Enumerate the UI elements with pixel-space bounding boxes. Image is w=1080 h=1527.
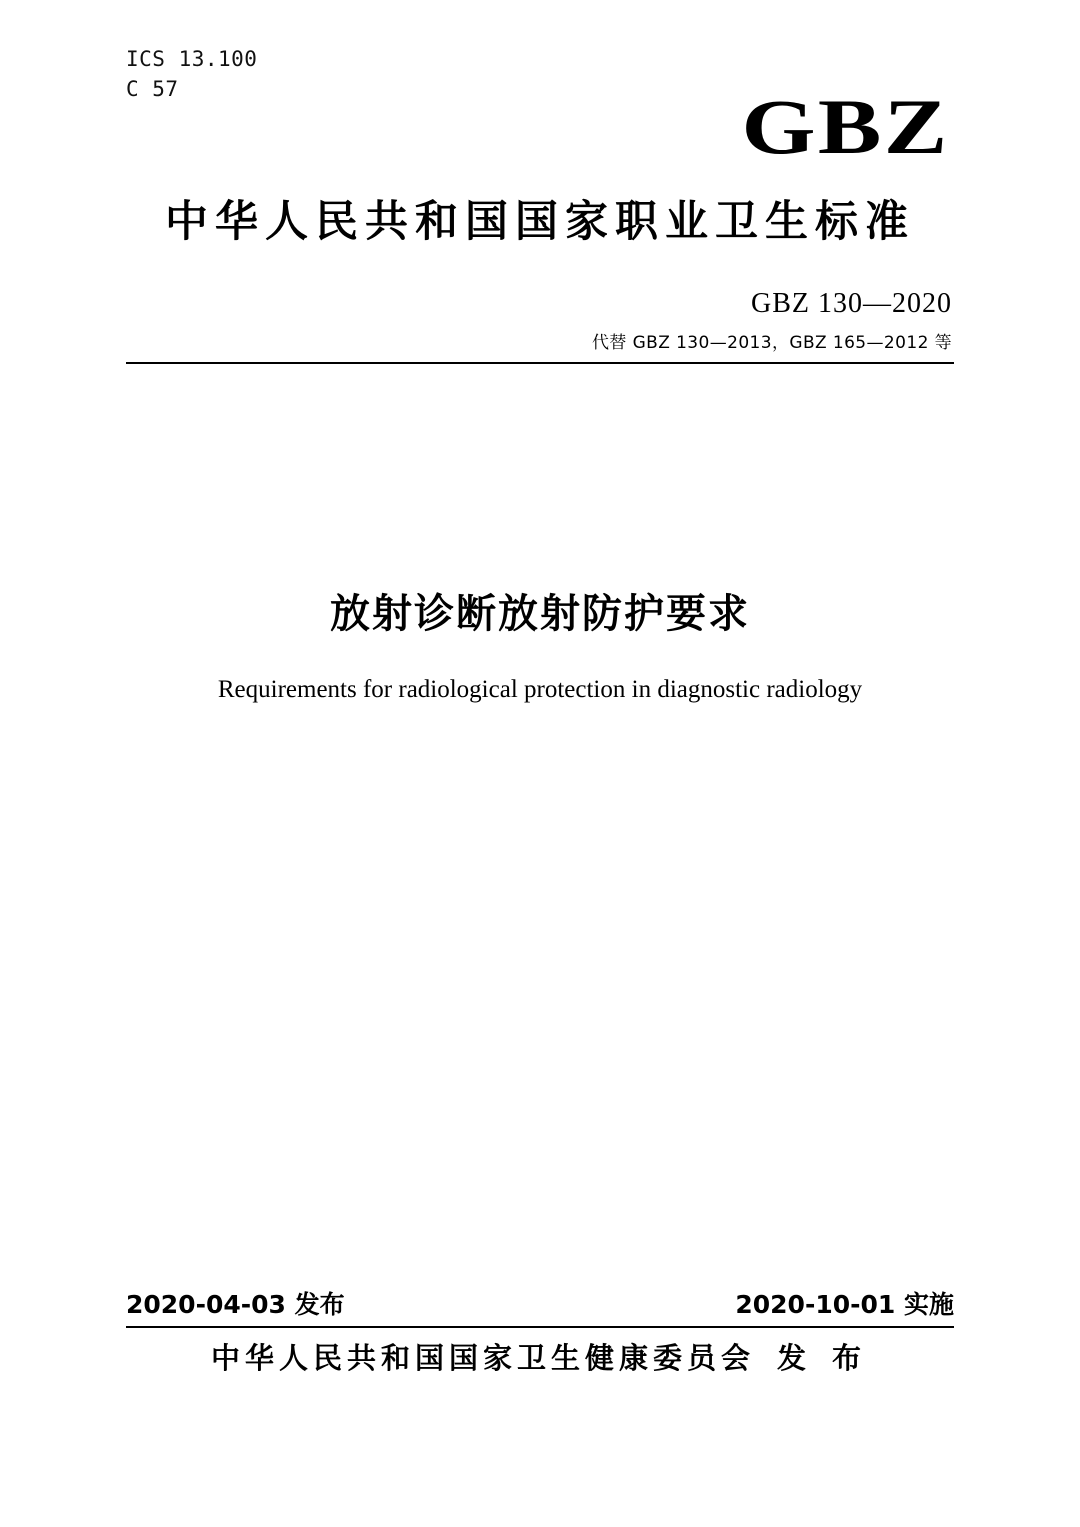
national-standard-title: 中华人民共和国国家职业卫生标准 xyxy=(165,197,915,247)
issue-date: 2020-04-03 发布 xyxy=(126,1290,345,1319)
replaced-standards: 代替 GBZ 130—2013，GBZ 165—2012 等 xyxy=(591,333,952,353)
header-divider xyxy=(126,362,954,364)
footer-divider xyxy=(126,1326,954,1328)
document-title-english: Requirements for radiological protection in diagnostic radiology xyxy=(217,676,863,703)
gbz-logo: GBZ xyxy=(741,83,950,170)
document-title-chinese: 放射诊断放射防护要求 xyxy=(330,591,750,637)
standard-number: GBZ 130—2020 xyxy=(751,288,952,319)
effective-date: 2020-10-01 实施 xyxy=(735,1290,954,1319)
ccs-code: C 57 xyxy=(126,77,179,102)
ics-code: ICS 13.100 xyxy=(126,47,258,71)
publish-label: 发 布 xyxy=(776,1341,870,1375)
issuing-authority: 中华人民共和国国家卫生健康委员会 xyxy=(210,1341,755,1375)
date-row xyxy=(126,1285,954,1321)
ics-classification-block xyxy=(126,44,257,105)
issuing-authority-row xyxy=(0,1336,1080,1377)
